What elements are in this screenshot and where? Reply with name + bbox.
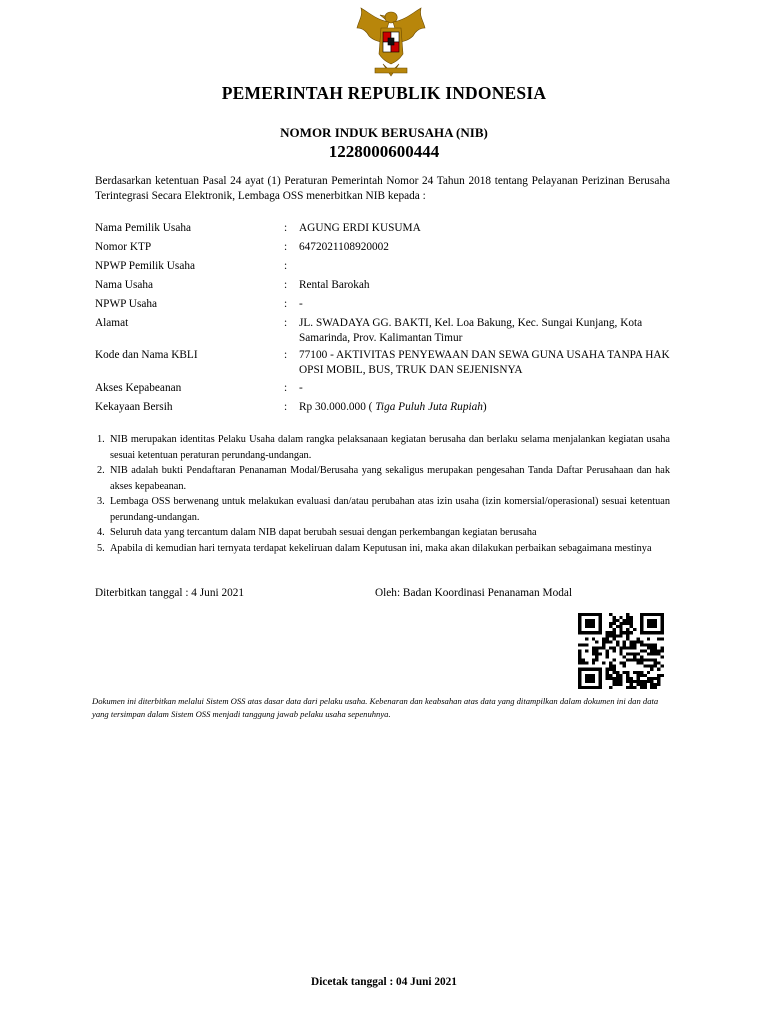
field-label: Alamat — [95, 317, 129, 329]
nib-label: NOMOR INDUK BERUSAHA (NIB) — [280, 125, 488, 140]
field-value: - — [299, 382, 303, 394]
note-text: NIB merupakan identitas Pelaku Usaha dalam rangka pelaksanaan kegiatan berusaha dan berlaku selama menjalankan kegiatan usaha sesuai ketentuan peraturan perundang-undangan. — [110, 434, 670, 461]
field-value: 6472021108920002 — [299, 241, 389, 253]
field-colon: : — [284, 241, 288, 253]
note-item — [95, 432, 670, 463]
field-label: Nama Pemilik Usaha — [95, 222, 192, 234]
field-value: AGUNG ERDI KUSUMA — [299, 222, 421, 234]
issued-date: Diterbitkan tanggal : 4 Juni 2021 — [95, 587, 245, 599]
page-title: PEMERINTAH REPUBLIK INDONESIA — [221, 83, 547, 103]
note-number: 3. — [97, 496, 105, 507]
note-number: 2. — [97, 465, 105, 476]
field-label: Kekayaan Bersih — [95, 401, 173, 413]
notes-list — [95, 432, 670, 556]
field-label: Nomor KTP — [95, 241, 152, 253]
field-colon: : — [284, 317, 288, 329]
field-colon: : — [284, 279, 288, 291]
field-colon: : — [284, 382, 288, 394]
field-label: NPWP Usaha — [95, 298, 158, 310]
field-value — [299, 400, 671, 415]
garuda-emblem-icon — [351, 6, 431, 78]
printed-date: Dicetak tanggal : 04 Juni 2021 — [311, 976, 457, 988]
note-text: Lembaga OSS berwenang untuk melakukan evaluasi dan/atau perubahan atas izin usaha (izin komersial/operasional) sesuai ketentuan perundang-undangan. — [110, 496, 670, 523]
note-text: Apabila di kemudian hari ternyata terdapat kekeliruan dalam Keputusan ini, maka akan dilakukan perbaikan sebagaimana mestinya — [110, 542, 652, 554]
note-item — [95, 494, 670, 525]
issuer: Oleh: Badan Koordinasi Penanaman Modal — [375, 587, 573, 599]
field-colon: : — [284, 401, 288, 413]
note-number: 4. — [97, 527, 105, 538]
field-colon: : — [284, 298, 288, 310]
nib-number: 1228000600444 — [328, 142, 440, 161]
note-number: 5. — [97, 542, 105, 554]
net-worth-amount: Rp 30.000.000 — [299, 401, 366, 413]
field-label: Nama Usaha — [95, 279, 154, 291]
qr-code-icon — [578, 613, 664, 689]
note-text: Seluruh data yang tercantum dalam NIB dapat berubah sesuai dengan perkembangan kegiatan berusaha — [110, 527, 537, 538]
net-worth-close-paren: ) — [482, 401, 487, 413]
field-value: JL. SWADAYA GG. BAKTI, Kel. Loa Bakung, Kec. Sungai Kunjang, Kota Samarinda, Prov. Kalimantan Timur — [299, 317, 643, 344]
field-value: - — [299, 298, 303, 310]
note-number: 1. — [97, 434, 105, 445]
note-item — [95, 463, 670, 494]
net-worth-open-paren: ( — [365, 401, 376, 413]
field-value: 77100 - AKTIVITAS PENYEWAAN DAN SEWA GUNA USAHA TANPA HAK OPSI MOBIL, BUS, TRUK DAN SEJENISNYA — [299, 349, 670, 376]
intro-paragraph: Berdasarkan ketentuan Pasal 24 ayat (1) Peraturan Pemerintah Nomor 24 Tahun 2018 tentang Pelayanan Perizinan Berusaha Terintegrasi Secara Elektronik, Lembaga OSS menerbitkan NIB kepada : — [95, 175, 670, 202]
field-label: Akses Kepabeanan — [95, 382, 182, 394]
field-colon: : — [284, 260, 288, 272]
note-item — [95, 525, 670, 541]
note-text: NIB adalah bukti Pendaftaran Penanaman Modal/Berusaha yang sekaligus merupakan pengesahan Tanda Daftar Perusahaan dan hak akses kepabeanan. — [110, 465, 670, 492]
field-colon: : — [284, 222, 288, 234]
field-colon: : — [284, 349, 288, 361]
field-label: Kode dan Nama KBLI — [95, 349, 198, 361]
net-worth-words: Tiga Puluh Juta Rupiah — [375, 401, 483, 413]
note-item — [95, 541, 670, 557]
field-label: NPWP Pemilik Usaha — [95, 260, 195, 272]
disclaimer: Dokumen ini diterbitkan melalui Sistem OSS atas dasar data dari pelaku usaha. Kebenaran dan keabsahan atas data yang ditampilkan dalam dokumen ini dan data yang tersimpan dalam Sistem OSS menjadi tanggung jawab pelaku usaha sepenuhnya. — [92, 696, 659, 719]
field-value: Rental Barokah — [299, 279, 370, 291]
